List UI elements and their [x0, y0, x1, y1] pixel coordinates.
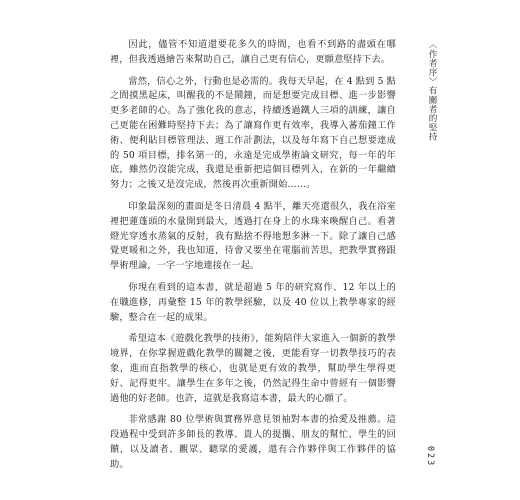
paragraph-4: 你現在看到的這本書，就是超過 5 年的研究寫作、12 年以上的在職進修，再彙整 15 年的教學經驗，以及 40 位以上教學專家的經驗，整合在一起的成果。: [110, 281, 396, 323]
paragraph-1: 因此，儘管不知道還要花多久的時間，也看不到路的盡頭在哪裡，但我透過繪告來幫助自己，讓自己更有信心，更願意堅持下去。: [110, 39, 396, 65]
paragraph-6: 非常感謝 80 位學術與實務界意見領袖對本書的拾愛及推薦。這段過程中受到許多師長的教導、貴人的提攜、朋友的幫忙、學生的回饋，以及讀者、觀眾、聽眾的愛護，還有合作夥伴與工作夥伴的協助。: [110, 414, 396, 470]
running-head: 〈作者序〉有關者的堅持: [427, 40, 437, 142]
paragraph-3: 印象最深刻的畫面是冬日清晨 4 點半，離天亮還很久，我在浴室裡把蓮蓬頭的水量開到最大，透過打在身上的水珠來喚醒自己。看著燈光穿透水蒸氣的反射，我有點捨不得地想多淋一下。除了讓自己感覺更暖和之外，我也知道，待會又要坐在電腦前苦思，把教學實務跟學術理論，一字一字地連接在一起。: [110, 200, 396, 272]
paragraph-2: 當然，信心之外，行動也是必需的。我每天早起，在 4 點到 5 點之間摸黑起床，叫醒我的不是鬧鐘，而是想要完成目標、進一步影響更多老師的心。為了強化我的意志，持續透過鐵人三項的訓練，讓自己更能在困難時堅持下去；為了讓寫作更有效率，我導入蕃茄鐘工作術、便利貼目標管理法、週工作計劃法，以及每年寫下自己想要達成的 50 項目標，排名第一的，永遠是完成學術論文研究，每一年的年底，雖然仍沒能完成，我還是重新把這個目標列入，在新的一年繼續努力；之後又是沒完成，然後再次重新開始……。: [110, 75, 396, 191]
page-number: 023: [426, 446, 436, 468]
paragraph-5: 希望這本《遊戲化教學的技術》，能夠陪伴大家進入一個新的教學境界，在你掌握遊戲化教學的關鍵之後，更能看穿一切教學技巧的表象，進而直指教學的核心，也就是更有效的教學，幫助學生學得更好、記得更牢。讓學生在多年之後，仍然記得生命中曾經有一個影響過他的好老師。也許，這就是我寫這本書，最大的心願了。: [110, 333, 396, 404]
body-text: [110, 38, 396, 473]
